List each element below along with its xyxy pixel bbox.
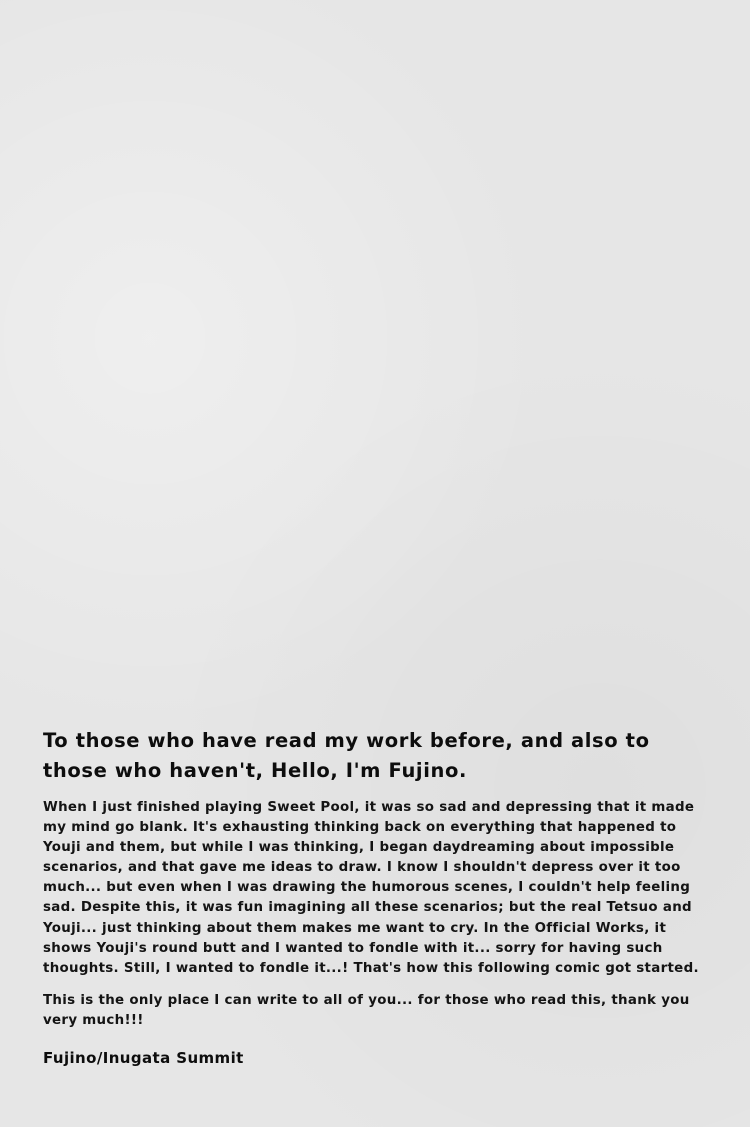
afterword-paragraph: When I just finished playing Sweet Pool, it was so sad and depressing that it made my mind go blank. It's exhausting thinking back on everything that happened to Youji and them, but while I was thinking, I began daydreaming about impossible scenarios, and that gave me ideas to draw. I know I shouldn't depress over it too much... but even when I was drawing the humorous scenes, I couldn't help feeling sad. Despite this, it was fun imagining all these scenarios; but the real Tetsuo and Youji... just thinking about them makes me want to cry. In the Official Works, it shows Youji's round butt and I wanted to fondle with it... sorry for having such thoughts. Still, I wanted to fondle it...! That's how this following comic got started. [43, 800, 699, 976]
afterword-closing-paragraph: This is the only place I can write to all of you... for those who read this, thank you very much!!! [43, 992, 690, 1028]
afterword-block [43, 726, 713, 1069]
afterword-heading: To those who have read my work before, and also to those who haven't, Hello, I'm Fujino. [43, 729, 650, 782]
author-signature: Fujino/Inugata Summit [43, 1049, 244, 1068]
